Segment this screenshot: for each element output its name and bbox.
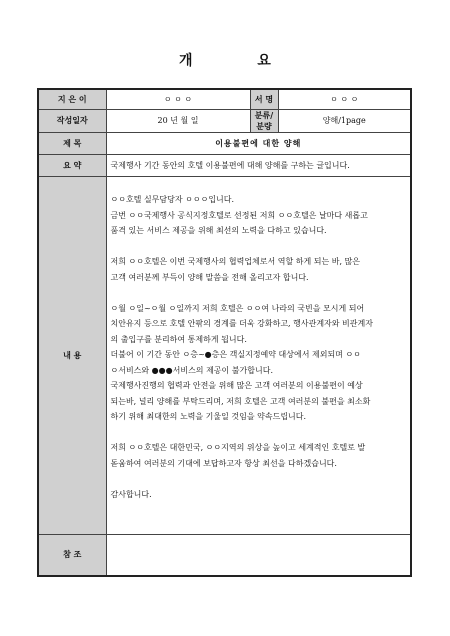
body-line: 저희 ㅇㅇ호텔은 이번 국제행사의 협력업체로서 역할 하게 되는 바, 많은	[110, 257, 361, 267]
author-value: ㅇ ㅇ ㅇ	[106, 89, 250, 109]
body-line: 국제행사진행의 협력과 안전을 위해 많은 고객 여러분의 이용불편이 예상	[110, 381, 363, 391]
reference-label: 참 조	[38, 534, 106, 576]
body-paragraph-3	[111, 301, 407, 425]
body-line: 되는바, 널리 양해를 부탁드리며, 저희 호텔은 고객 여러분의 불편을 최소화	[110, 396, 371, 406]
document-form-table	[37, 88, 412, 577]
date-label: 작성일자	[38, 109, 106, 132]
content-row	[38, 176, 411, 534]
reference-row	[38, 534, 411, 576]
body-line: ㅇㅇ호텔 실무담당자 ㅇㅇㅇ입니다.	[110, 195, 235, 205]
signature-value: ㅇ ㅇ ㅇ	[278, 89, 411, 109]
body-paragraph-1	[111, 192, 407, 239]
body-line: 금번 ㅇㅇ국제행사 공식지정호텔로 선정된 저희 ㅇㅇ호텔은 날마다 새롭고	[110, 210, 368, 220]
category-label: 분류/분량	[250, 109, 278, 132]
body-line: 저희 ㅇㅇ호텔은 대한민국, ㅇㅇ지역의 위상을 높이고 세계적인 호텔로 발	[110, 443, 366, 453]
content-label: 내 용	[38, 176, 106, 534]
body-line: 고객 여러분께 부득이 양해 말씀을 전해 올리고자 합니다.	[110, 272, 309, 282]
reference-value	[106, 534, 411, 576]
body-line: 돋움하여 여러분의 기대에 보답하고자 항상 최선을 다하겠습니다.	[110, 458, 337, 468]
subject-row	[38, 132, 411, 154]
summary-label: 요 약	[38, 154, 106, 176]
signature-label: 서 명	[250, 89, 278, 109]
body-line: ㅇ월 ㅇ일~ㅇ월 ㅇ일까지 저희 호텔은 ㅇㅇ여 나라의 국빈을 모시게 되어	[110, 303, 365, 313]
body-line: 품격 있는 서비스 제공을 위해 최선의 노력을 다하고 있습니다.	[110, 226, 327, 236]
body-paragraph-2	[111, 254, 407, 285]
summary-value: 국제행사 기간 동안의 호텔 이용불편에 대해 양해를 구하는 글입니다.	[106, 154, 411, 176]
content-body	[106, 176, 411, 534]
summary-row	[38, 154, 411, 176]
body-line: ㅇ서비스와 ●●●서비스의 제공이 불가합니다.	[110, 365, 273, 375]
subject-value: 이용불편에 대한 양해	[106, 132, 411, 154]
body-line: 더불어 이 기간 동안 ㅇ층~●층은 객실지정예약 대상에서 제외되며 ㅇㅇ	[110, 350, 361, 360]
author-label: 지 은 이	[38, 89, 106, 109]
body-paragraph-5	[111, 487, 407, 503]
body-paragraph-4	[111, 440, 407, 471]
author-row	[38, 89, 411, 109]
document-title: 개 요	[179, 53, 301, 69]
category-value: 양해/1page	[278, 109, 411, 132]
body-line: 치안유지 등으로 호텔 안팎의 경계를 더욱 강화하고, 행사관계자와 비관계자	[110, 319, 373, 329]
body-line: 의 출입구를 분리하여 통제하게 됩니다.	[110, 334, 247, 344]
body-line: 감사합니다.	[110, 489, 152, 499]
date-value: 20 년 월 일	[106, 109, 250, 132]
subject-label: 제 목	[38, 132, 106, 154]
date-row	[38, 109, 411, 132]
body-line: 하기 위해 최대한의 노력을 기울일 것임을 약속드립니다.	[110, 412, 307, 422]
